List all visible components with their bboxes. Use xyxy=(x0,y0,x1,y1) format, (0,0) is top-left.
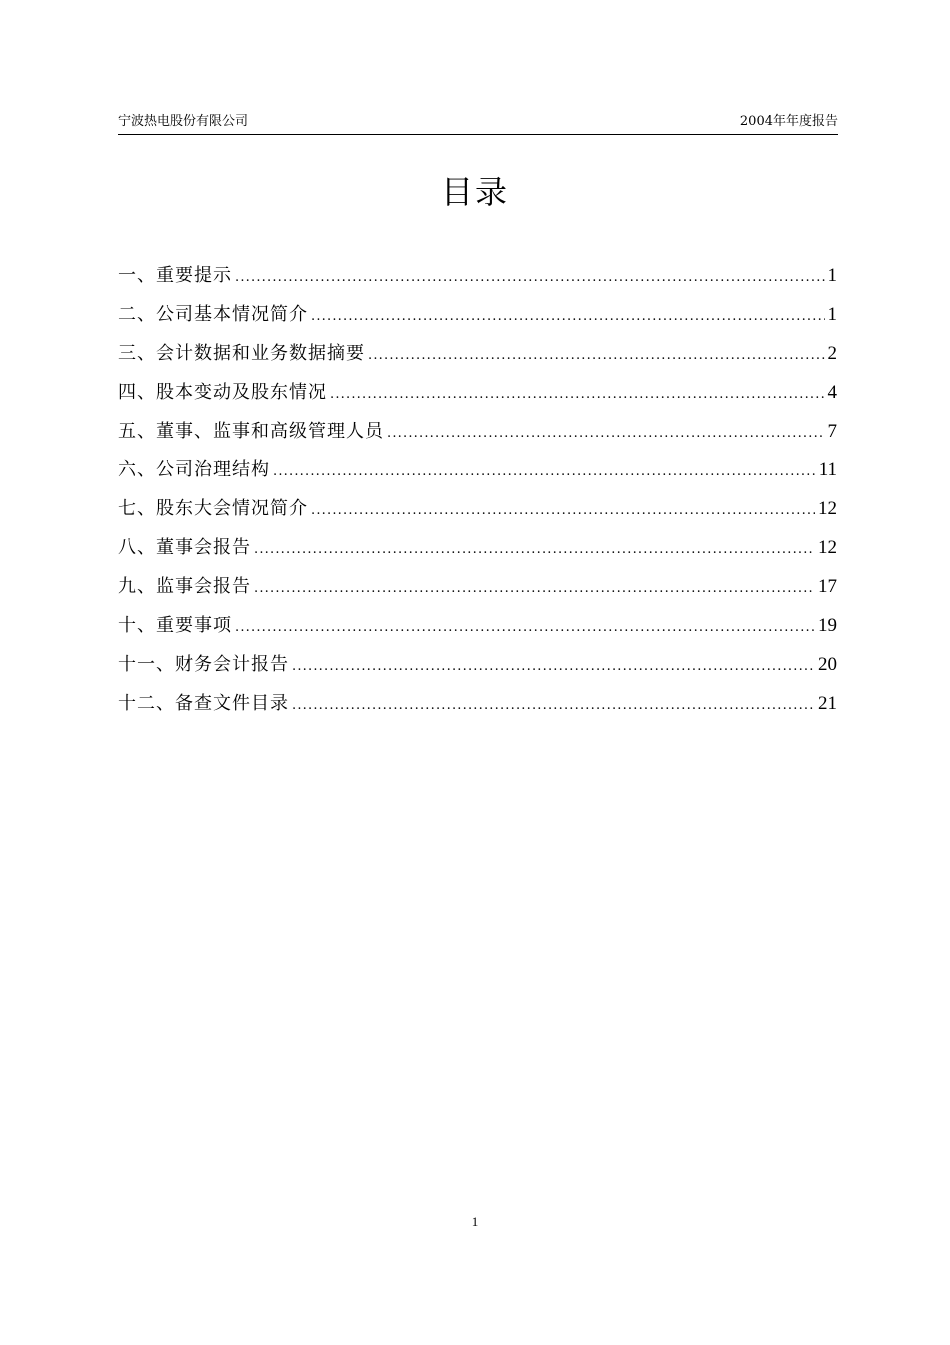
toc-entry-label: 二、公司基本情况简介 xyxy=(118,303,308,325)
toc-dot-leader xyxy=(368,337,825,376)
toc-entry-11[interactable] xyxy=(118,646,837,685)
header-report-title: 2004年年度报告 xyxy=(739,114,838,129)
toc-entry-label: 九、监事会报告 xyxy=(118,576,251,598)
toc-dot-leader xyxy=(330,376,825,415)
toc-entry-label: 十一、财务会计报告 xyxy=(118,653,289,675)
toc-entry-8[interactable] xyxy=(118,529,837,568)
toc-entry-4[interactable] xyxy=(118,374,837,413)
toc-entry-label: 四、股本变动及股东情况 xyxy=(118,381,327,403)
toc-entry-page: 1 xyxy=(827,303,837,325)
toc-dot-leader xyxy=(311,492,815,531)
toc-entry-page: 19 xyxy=(818,615,837,637)
toc-dot-leader xyxy=(292,687,815,726)
toc-entry-page: 20 xyxy=(818,653,837,675)
page-header xyxy=(118,112,838,135)
header-company-name: 宁波热电股份有限公司 xyxy=(118,114,249,129)
toc-entry-7[interactable] xyxy=(118,490,837,529)
toc-entry-9[interactable] xyxy=(118,568,837,607)
toc-dot-leader xyxy=(254,531,815,570)
table-of-contents xyxy=(118,257,837,724)
toc-dot-leader xyxy=(311,298,825,337)
toc-entry-page: 17 xyxy=(818,576,837,598)
toc-dot-leader xyxy=(235,609,815,648)
toc-entry-2[interactable] xyxy=(118,296,837,335)
toc-entry-label: 五、董事、监事和高级管理人员 xyxy=(118,420,384,442)
toc-entry-1[interactable] xyxy=(118,257,837,296)
toc-entry-5[interactable] xyxy=(118,413,837,452)
toc-entry-label: 十二、备查文件目录 xyxy=(118,692,289,714)
toc-entry-page: 21 xyxy=(818,692,837,714)
toc-dot-leader xyxy=(387,415,825,454)
page-title: 目录 xyxy=(440,173,509,211)
toc-entry-3[interactable] xyxy=(118,335,837,374)
toc-entry-page: 11 xyxy=(818,459,837,481)
toc-entry-label: 三、会计数据和业务数据摘要 xyxy=(118,342,365,364)
toc-entry-label: 一、重要提示 xyxy=(118,265,232,286)
page-number: 1 xyxy=(471,1214,479,1229)
toc-dot-leader xyxy=(292,648,815,687)
toc-dot-leader xyxy=(273,453,816,492)
toc-entry-page: 2 xyxy=(827,342,837,364)
toc-entry-label: 六、公司治理结构 xyxy=(118,459,270,481)
toc-entry-label: 八、董事会报告 xyxy=(118,537,251,559)
toc-entry-page: 12 xyxy=(818,537,837,559)
toc-entry-12[interactable] xyxy=(118,685,837,724)
toc-entry-page: 1 xyxy=(827,265,837,286)
toc-entry-label: 十、重要事项 xyxy=(118,615,232,637)
toc-entry-6[interactable] xyxy=(118,451,837,490)
toc-entry-10[interactable] xyxy=(118,607,837,646)
toc-entry-label: 七、股东大会情况简介 xyxy=(118,498,308,520)
toc-entry-page: 4 xyxy=(827,381,837,403)
toc-dot-leader xyxy=(254,570,815,609)
toc-entry-page: 12 xyxy=(818,498,837,520)
toc-entry-page: 7 xyxy=(827,420,837,442)
toc-dot-leader xyxy=(235,259,825,298)
